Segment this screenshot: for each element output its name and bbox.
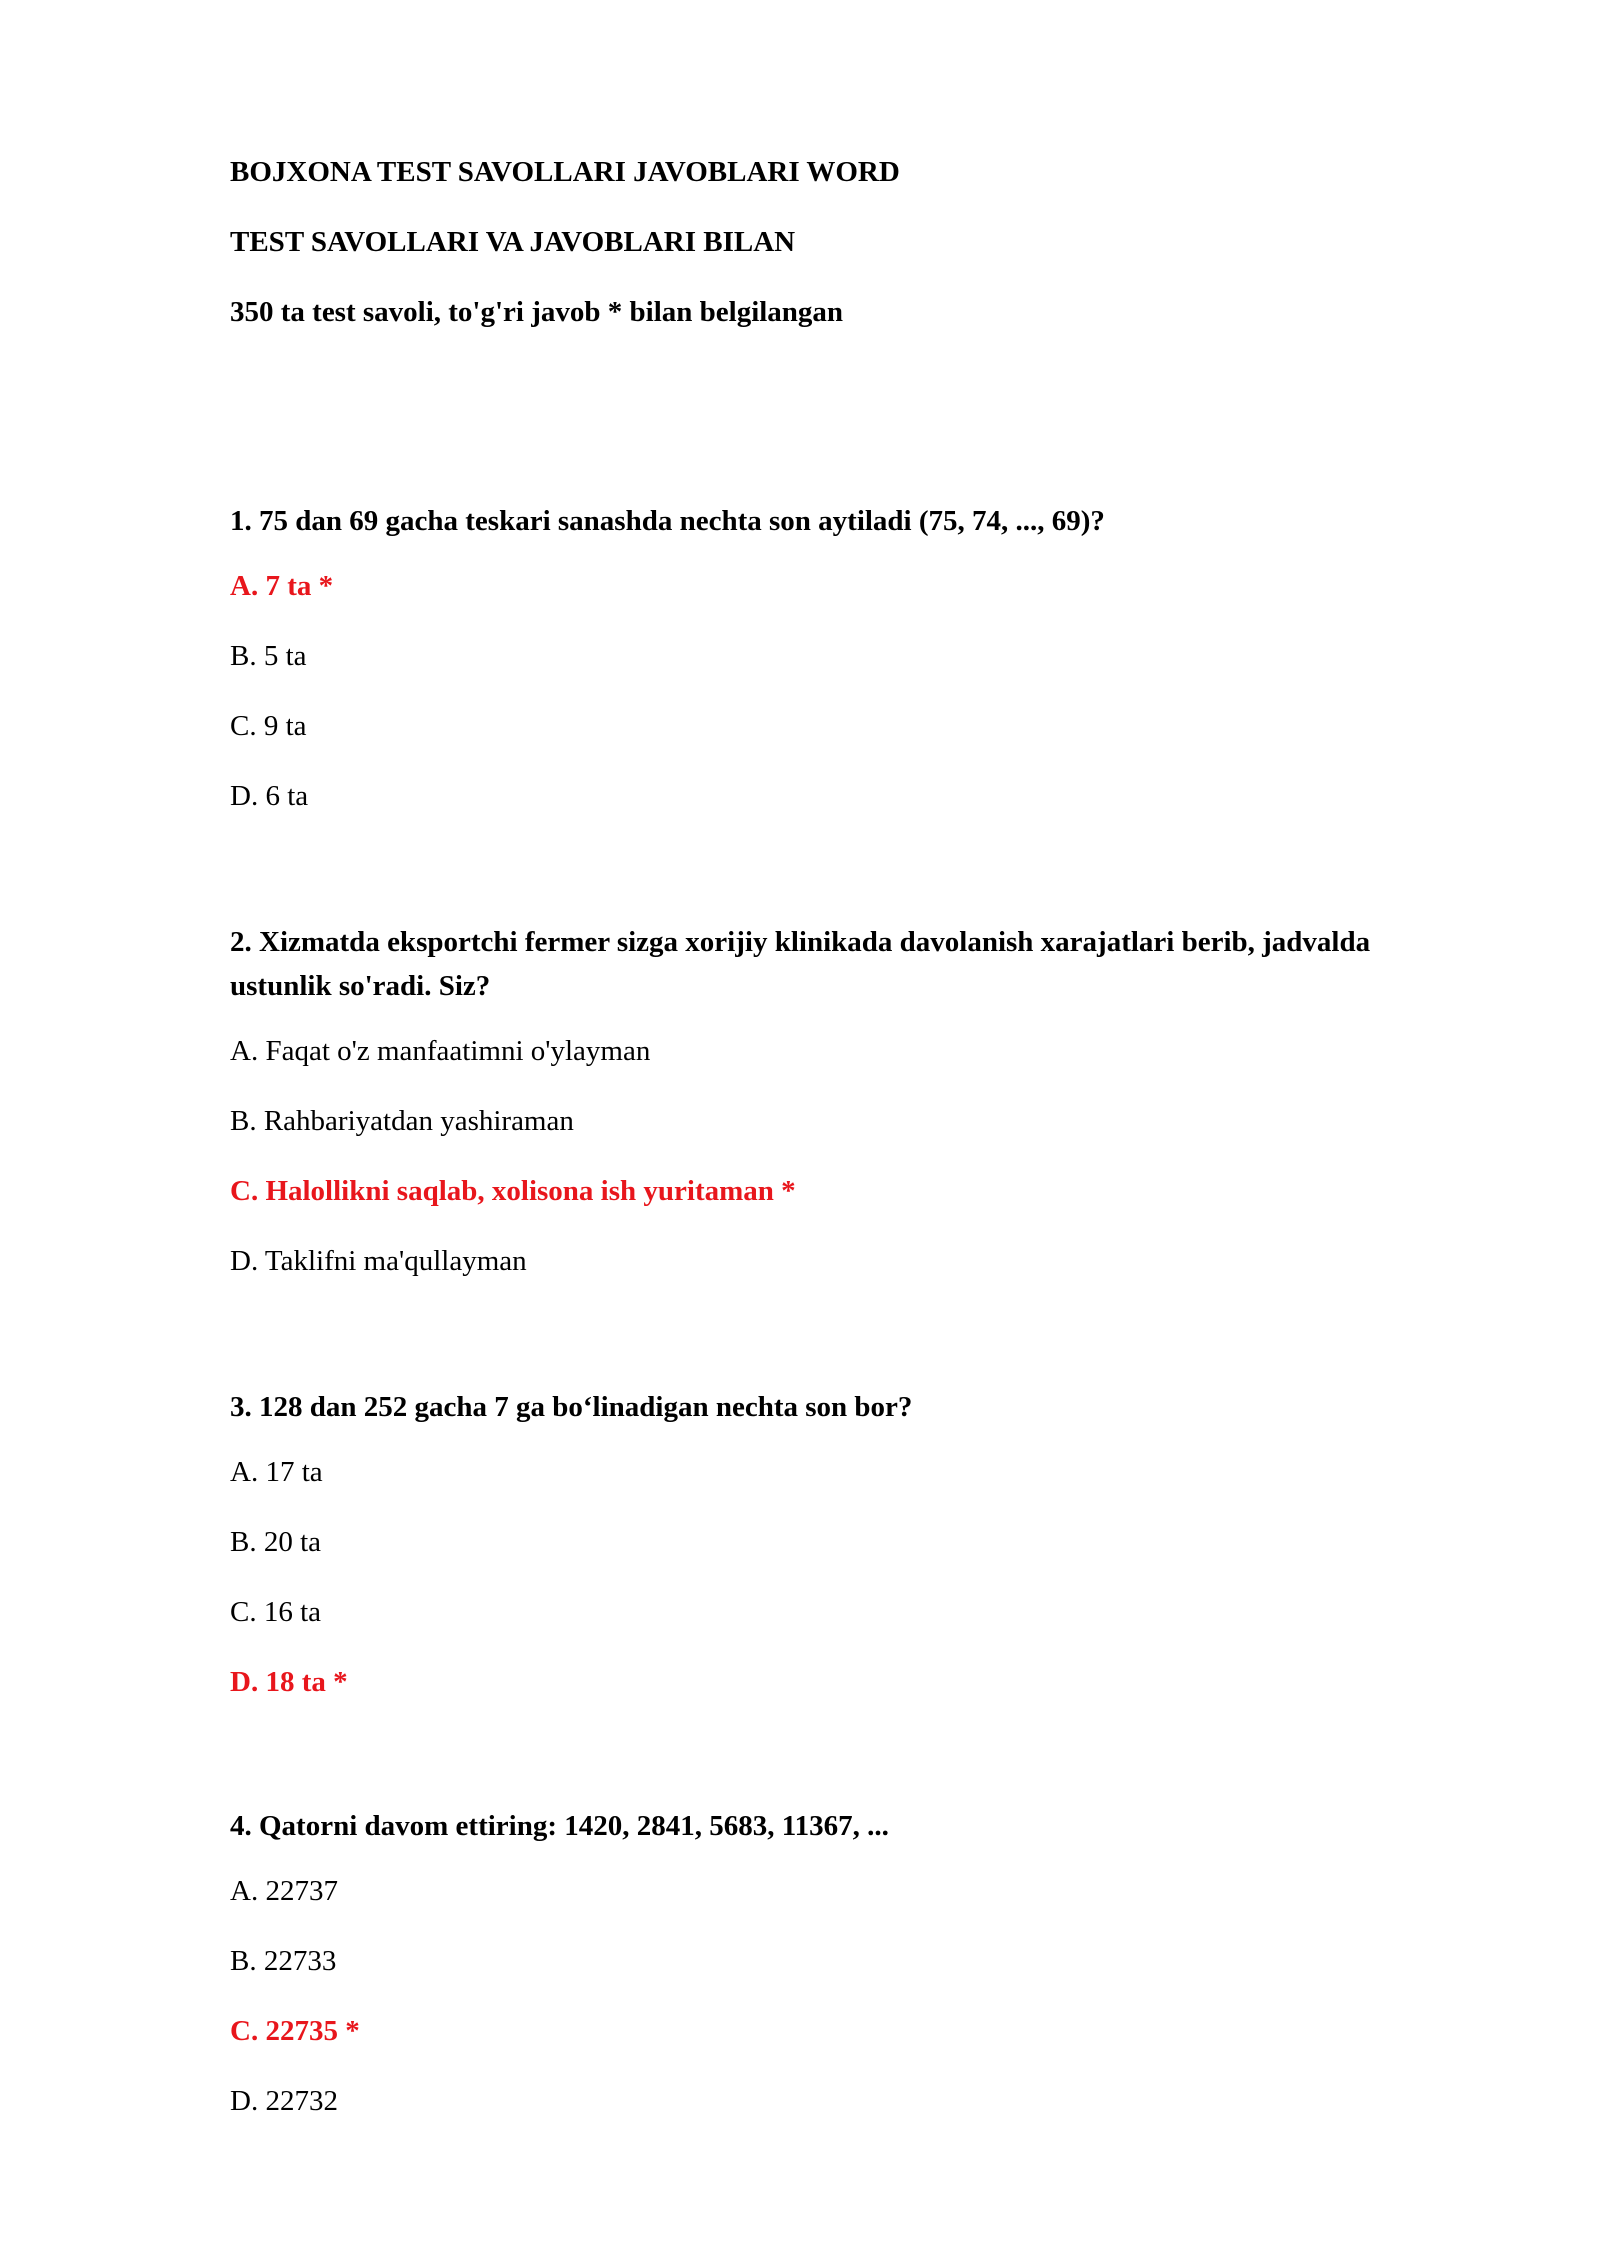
option-d: D. 6 ta (230, 780, 309, 812)
option-b: B. Rahbariyatdan yashiraman (230, 1105, 574, 1137)
question-3 (230, 1385, 1390, 1699)
option-d: D. 22732 (230, 2085, 338, 2117)
option-b: B. 5 ta (230, 640, 307, 672)
option-a: A. 17 ta (230, 1456, 323, 1488)
question-4 (230, 1804, 1390, 2118)
option-c: C. 16 ta (230, 1596, 322, 1628)
question-text: 4. Qatorni davom ettiring: 1420, 2841, 5683, 11367, ... (230, 1810, 889, 1842)
document-note: 350 ta test savoli, to'g'ri javob * bilan belgilangan (230, 296, 844, 328)
option-d: D. Taklifni ma'qullayman (230, 1245, 527, 1277)
document-subtitle: TEST SAVOLLARI VA JAVOBLARI BILAN (230, 226, 796, 258)
question-text: 1. 75 dan 69 gacha teskari sanashda nechta son aytiladi (75, 74, ..., 69)? (230, 505, 1105, 537)
option-c: C. Halollikni saqlab, xolisona ish yuritaman * (230, 1175, 796, 1207)
option-c: C. 9 ta (230, 710, 307, 742)
option-b: B. 20 ta (230, 1526, 322, 1558)
option-b: B. 22733 (230, 1945, 337, 1977)
option-c: C. 22735 * (230, 2015, 360, 2047)
question-text: 2. Xizmatda eksportchi fermer sizga xorijiy klinikada davolanish xarajatlari berib, jadvalda ustunlik so'radi. Siz? (230, 926, 1371, 1002)
option-a: A. 7 ta * (230, 570, 334, 602)
document-title: BOJXONA TEST SAVOLLARI JAVOBLARI WORD (230, 156, 900, 188)
option-a: A. 22737 (230, 1875, 338, 1907)
option-a: A. Faqat o'z manfaatimni o'ylayman (230, 1035, 651, 1067)
question-2 (230, 920, 1390, 1278)
question-text: 3. 128 dan 252 gacha 7 ga bo‘linadigan nechta son bor? (230, 1391, 913, 1423)
question-1 (230, 499, 1390, 813)
option-d: D. 18 ta * (230, 1666, 348, 1698)
